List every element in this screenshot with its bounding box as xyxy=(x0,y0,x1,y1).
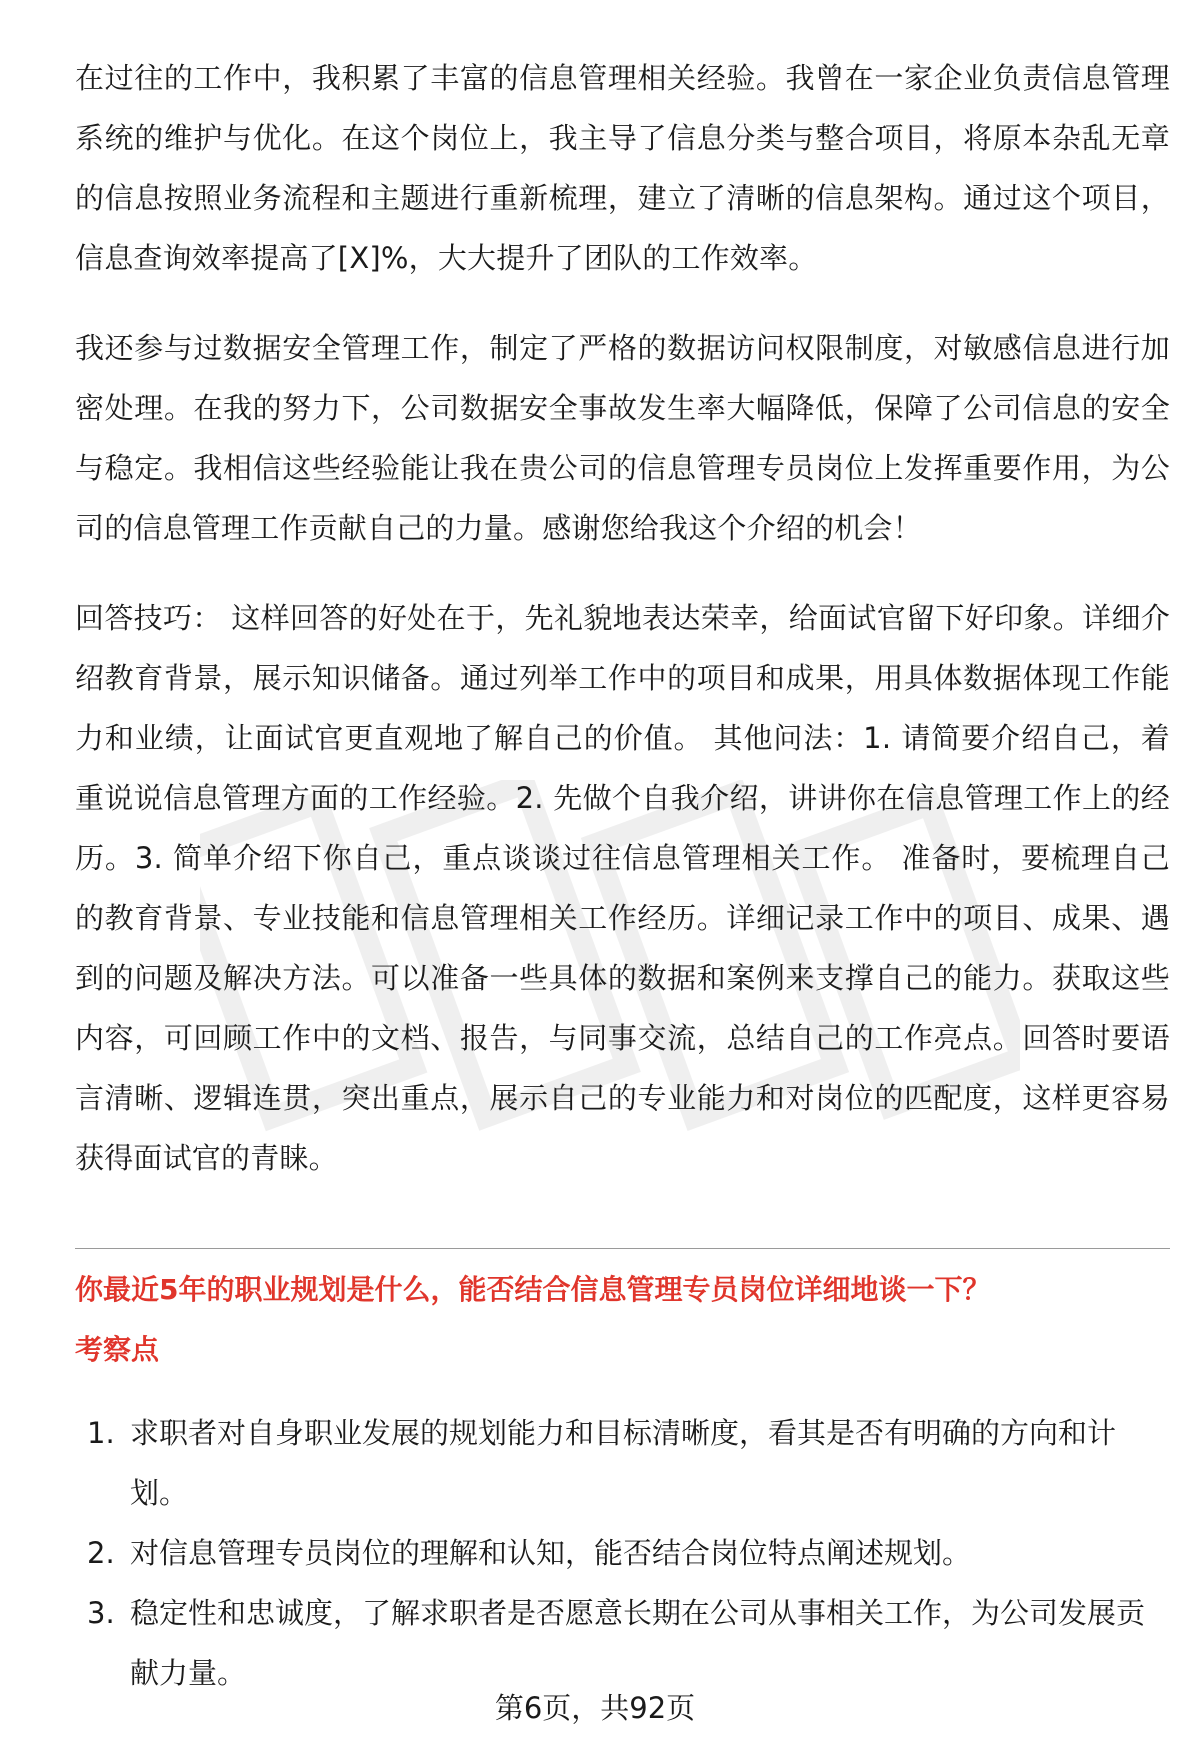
body-content xyxy=(75,48,1170,1218)
section-divider xyxy=(75,1248,1170,1249)
list-item-text: 对信息管理专员岗位的理解和认知，能否结合岗位特点阐述规划。 xyxy=(130,1536,972,1570)
paragraph-answer-tips: 回答技巧： 这样回答的好处在于，先礼貌地表达荣幸，给面试官留下好印象。详细介绍教育背景，展示知识储备。通过列举工作中的项目和成果，用具体数据体现工作能力和业绩，让面试官更直观地了解自己的价值。 其他问法：1. 请简要介绍自己，着重说说信息管理方面的工作经验。2. 先做个自我介绍，讲讲你在信息管理工作上的经历。3. 简单介绍下你自己，重点谈谈过往信息管理相关工作。 准备时，要梳理自己的教育背景、专业技能和信息管理相关工作经历。详细记录工作中的项目、成果、遇到的问题及解决方法。可以准备一些具体的数据和案例来支撑自己的能力。获取这些内容，可回顾工作中的文档、报告，与同事交流，总结自己的工作亮点。回答时要语言清晰、逻辑连贯，突出重点，展示自己的专业能力和对岗位的匹配度，这样更容易获得面试官的青睐。 xyxy=(75,601,1170,1175)
list-item-text: 稳定性和忠诚度，了解求职者是否愿意长期在公司从事相关工作，为公司发展贡献力量。 xyxy=(130,1596,1146,1690)
list-item-number: 2. xyxy=(87,1536,115,1570)
evaluation-points-list xyxy=(75,1403,1170,1703)
list-item xyxy=(75,1403,1170,1523)
list-item xyxy=(75,1583,1170,1703)
page-number-footer: 第6页，共92页 xyxy=(494,1691,696,1725)
list-item-number: 1. xyxy=(87,1416,115,1450)
paragraph-data-security: 我还参与过数据安全管理工作，制定了严格的数据访问权限制度，对敏感信息进行加密处理。在我的努力下，公司数据安全事故发生率大幅降低，保障了公司信息的安全与稳定。我相信这些经验能让我在贵公司的信息管理专员岗位上发挥重要作用，为公司的信息管理工作贡献自己的力量。感谢您给我这个介绍的机会！ xyxy=(75,331,1170,545)
evaluation-points-heading: 考察点 xyxy=(75,1333,160,1366)
list-item xyxy=(75,1523,1170,1583)
interview-question: 你最近5年的职业规划是什么，能否结合信息管理专员岗位详细地谈一下？ xyxy=(75,1273,991,1306)
list-item-text: 求职者对自身职业发展的规划能力和目标清晰度，看其是否有明确的方向和计划。 xyxy=(130,1416,1117,1510)
paragraph-experience: 在过往的工作中，我积累了丰富的信息管理相关经验。我曾在一家企业负责信息管理系统的维护与优化。在这个岗位上，我主导了信息分类与整合项目，将原本杂乱无章的信息按照业务流程和主题进行重新梳理，建立了清晰的信息架构。通过这个项目，信息查询效率提高了[X]%，大大提升了团队的工作效率。 xyxy=(75,61,1170,275)
list-item-number: 3. xyxy=(87,1596,115,1630)
